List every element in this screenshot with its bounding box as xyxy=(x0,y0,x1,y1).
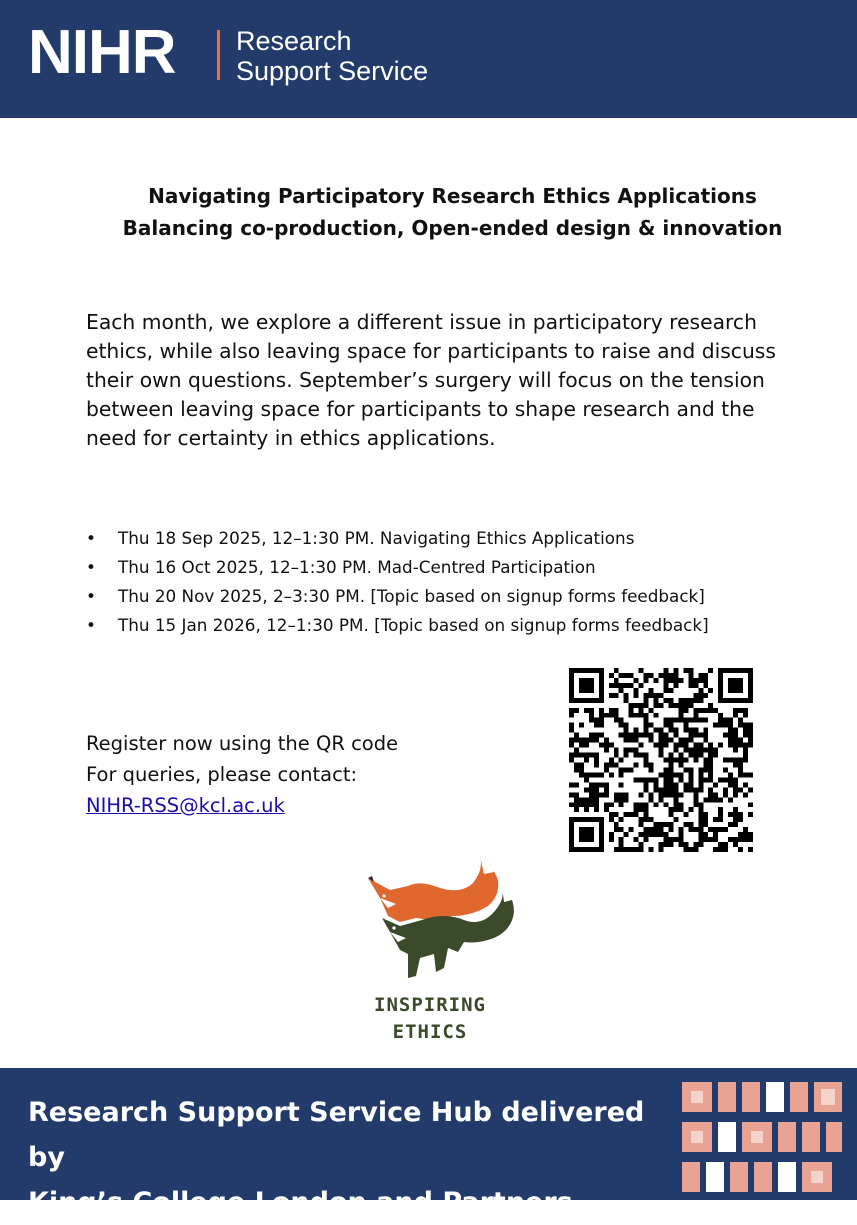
session-list xyxy=(86,524,806,640)
logo-subtitle-line-1: Research xyxy=(236,26,352,56)
register-block xyxy=(86,728,506,821)
session-text: Thu 18 Sep 2025, 12–1:30 PM. Navigating Ethics Applications xyxy=(118,528,635,548)
bullet: • xyxy=(86,586,96,606)
logo-subtitle-line-2: Support Service xyxy=(236,56,429,86)
mascot-line-2: ETHICS xyxy=(392,1021,468,1043)
list-item xyxy=(86,611,806,640)
intro-paragraph: Each month, we explore a different issue in participatory research ethics, while also leaving space for participants to raise and discuss their own questions. September’s surgery will focus on the tension between leaving space for participants to shape research and the need for certainty in ethics applications. xyxy=(86,310,776,450)
logo-subtitle xyxy=(236,26,428,86)
bullet: • xyxy=(86,528,96,548)
list-item xyxy=(86,582,806,611)
header-banner xyxy=(0,0,857,118)
nihr-logo: NIHR xyxy=(28,18,176,87)
mascot-line-1: INSPIRING xyxy=(374,994,486,1016)
title-line-2: Balancing co-production, Open-ended design & innovation xyxy=(122,216,783,240)
list-item xyxy=(86,524,806,553)
footer-line-2: King’s College London and Partners xyxy=(28,1187,573,1218)
footer-line-1: Research Support Service Hub delivered by xyxy=(28,1097,645,1173)
register-line-2: For queries, please contact: xyxy=(86,763,358,786)
page-title xyxy=(0,180,857,244)
tile-pattern-graphic xyxy=(682,1078,842,1194)
bullet: • xyxy=(86,557,96,577)
contact-email-link[interactable]: NIHR-RSS@kcl.ac.uk xyxy=(86,794,285,817)
mascot-wordmark xyxy=(340,992,520,1046)
logo-divider xyxy=(217,30,220,80)
bullet: • xyxy=(86,615,96,635)
footer-text xyxy=(28,1090,668,1225)
footer-banner xyxy=(0,1068,857,1218)
session-text: Thu 15 Jan 2026, 12–1:30 PM. [Topic based on signup forms feedback] xyxy=(118,615,709,635)
fox-mascot-logo xyxy=(360,850,520,985)
session-text: Thu 20 Nov 2025, 2–3:30 PM. [Topic based on signup forms feedback] xyxy=(118,586,705,606)
session-text: Thu 16 Oct 2025, 12–1:30 PM. Mad-Centred Participation xyxy=(118,557,596,577)
title-line-1: Navigating Participatory Research Ethics Applications xyxy=(148,184,757,208)
qr-code[interactable] xyxy=(566,668,756,852)
list-item xyxy=(86,553,806,582)
register-line-1: Register now using the QR code xyxy=(86,732,399,755)
